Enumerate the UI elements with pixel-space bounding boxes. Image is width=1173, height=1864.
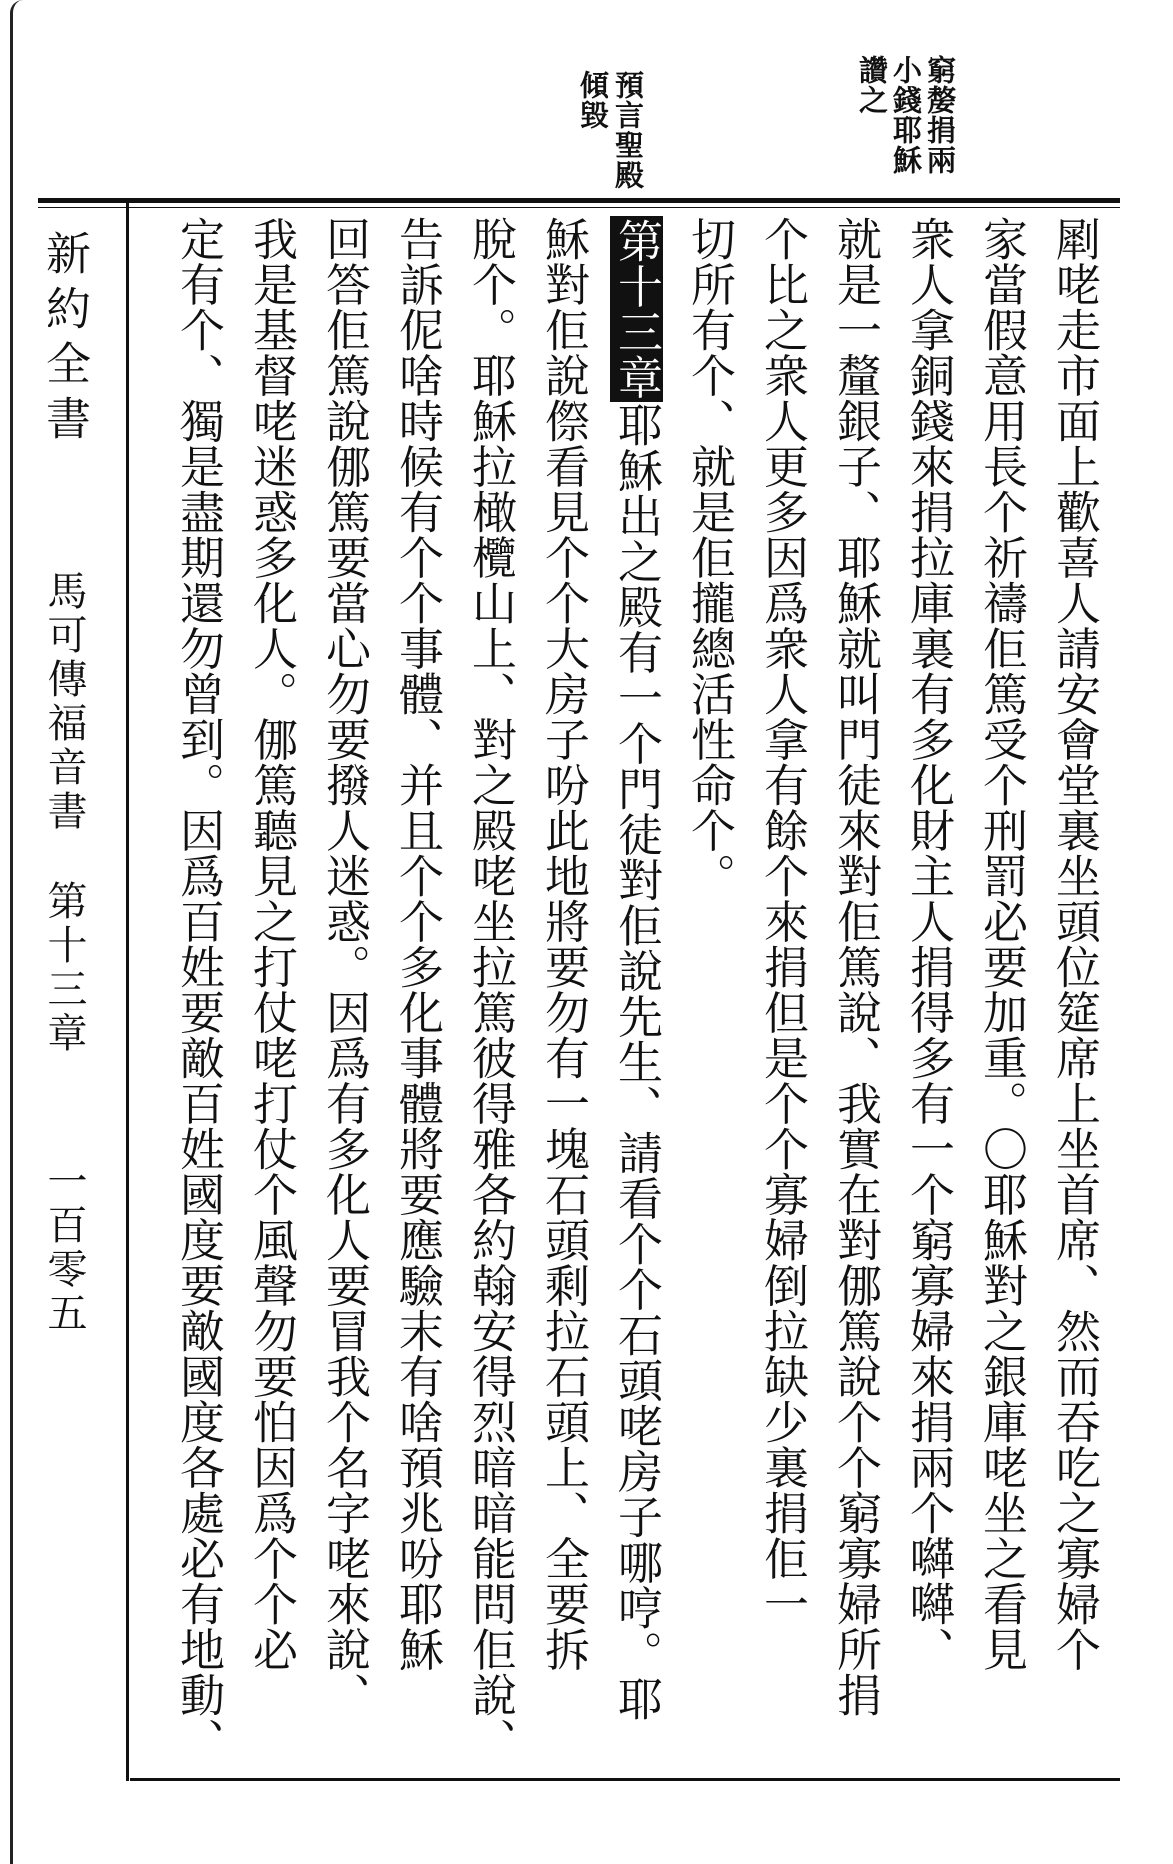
text-column-11: 回答佢篤說㑚篤要當心勿要撥人迷惑。因爲有多化人要冒我个名字咾來說、 xyxy=(318,216,371,1718)
text-column-9: 脫个。耶穌拉橄欖山上、對之殿咾坐拉篤彼得雅各約翰安得烈暗暗能問佢說、 xyxy=(464,216,517,1763)
text-column-6: 切所有个、就是佢攏總活性命个。 xyxy=(683,216,736,899)
margin-note-1: 窮嫠捐兩 xyxy=(923,55,957,175)
margin-note-2: 小錢耶穌 xyxy=(889,55,923,175)
text-column-2: 家當假意用長个祈禱佢篤受个刑罰必要加重。〇耶穌對之銀庫咾坐之看見 xyxy=(975,216,1028,1672)
bottom-rule xyxy=(130,1778,1120,1781)
top-rule xyxy=(38,198,1120,203)
text-column-3: 衆人拿銅錢來捐拉庫裏有多化財主人捐得多有一个窮寡婦來捐兩个𡃈𡃈、 xyxy=(902,216,955,1672)
text-column-8: 穌對佢說傺看見个个大房子吩此地將要勿有一塊石頭剩拉石頭上、全要拆 xyxy=(537,216,590,1672)
margin-note-4: 預言聖殿 xyxy=(611,70,645,190)
text-column-7-body: 耶穌出之殿有一个門徒對佢說先生、請看个个石頭咾房子哪哼。耶 xyxy=(610,402,663,1722)
text-column-10: 告訴伲啥時候有个个事體、并且个个多化事體將要應驗末有啥預兆吩耶穌 xyxy=(391,216,444,1672)
top-rule-thin xyxy=(38,207,1120,208)
text-column-5: 个比之衆人更多因爲衆人拿有餘个來捐但是个个寡婦倒拉缺少裏捐佢一 xyxy=(756,216,809,1627)
gospel-title: 馬可傳福音書 xyxy=(41,570,87,834)
page-edge xyxy=(10,0,23,1864)
chapter-heading: 第十三章 xyxy=(610,218,663,400)
page-number: 一百零五 xyxy=(41,1160,87,1336)
text-column-4: 就是一釐銀子、耶穌就叫門徒來對佢篤說、我實在對㑚篤說个个窮寡婦所捐 xyxy=(829,216,882,1718)
text-column-7 xyxy=(610,216,663,1722)
book-title: 新約全書 xyxy=(38,230,91,450)
text-column-12: 我是基督咾迷惑多化人。㑚篤聽見之打仗咾打仗个風聲勿要怕因爲个个必 xyxy=(245,216,298,1672)
margin-note-3: 讚之 xyxy=(855,55,889,115)
header-divider xyxy=(126,198,129,1781)
text-column-13: 定有个、獨是盡期還勿曾到。因爲百姓要敵百姓國度要敵國度各處必有地動、 xyxy=(172,216,225,1763)
margin-note-5: 傾毀 xyxy=(576,70,610,130)
text-column-1: 㓾咾走市面上歡喜人請安會堂裏坐頭位筵席上坐首席、然而吞吃之寡婦个 xyxy=(1048,216,1101,1672)
running-chapter: 第十三章 xyxy=(41,880,87,1056)
